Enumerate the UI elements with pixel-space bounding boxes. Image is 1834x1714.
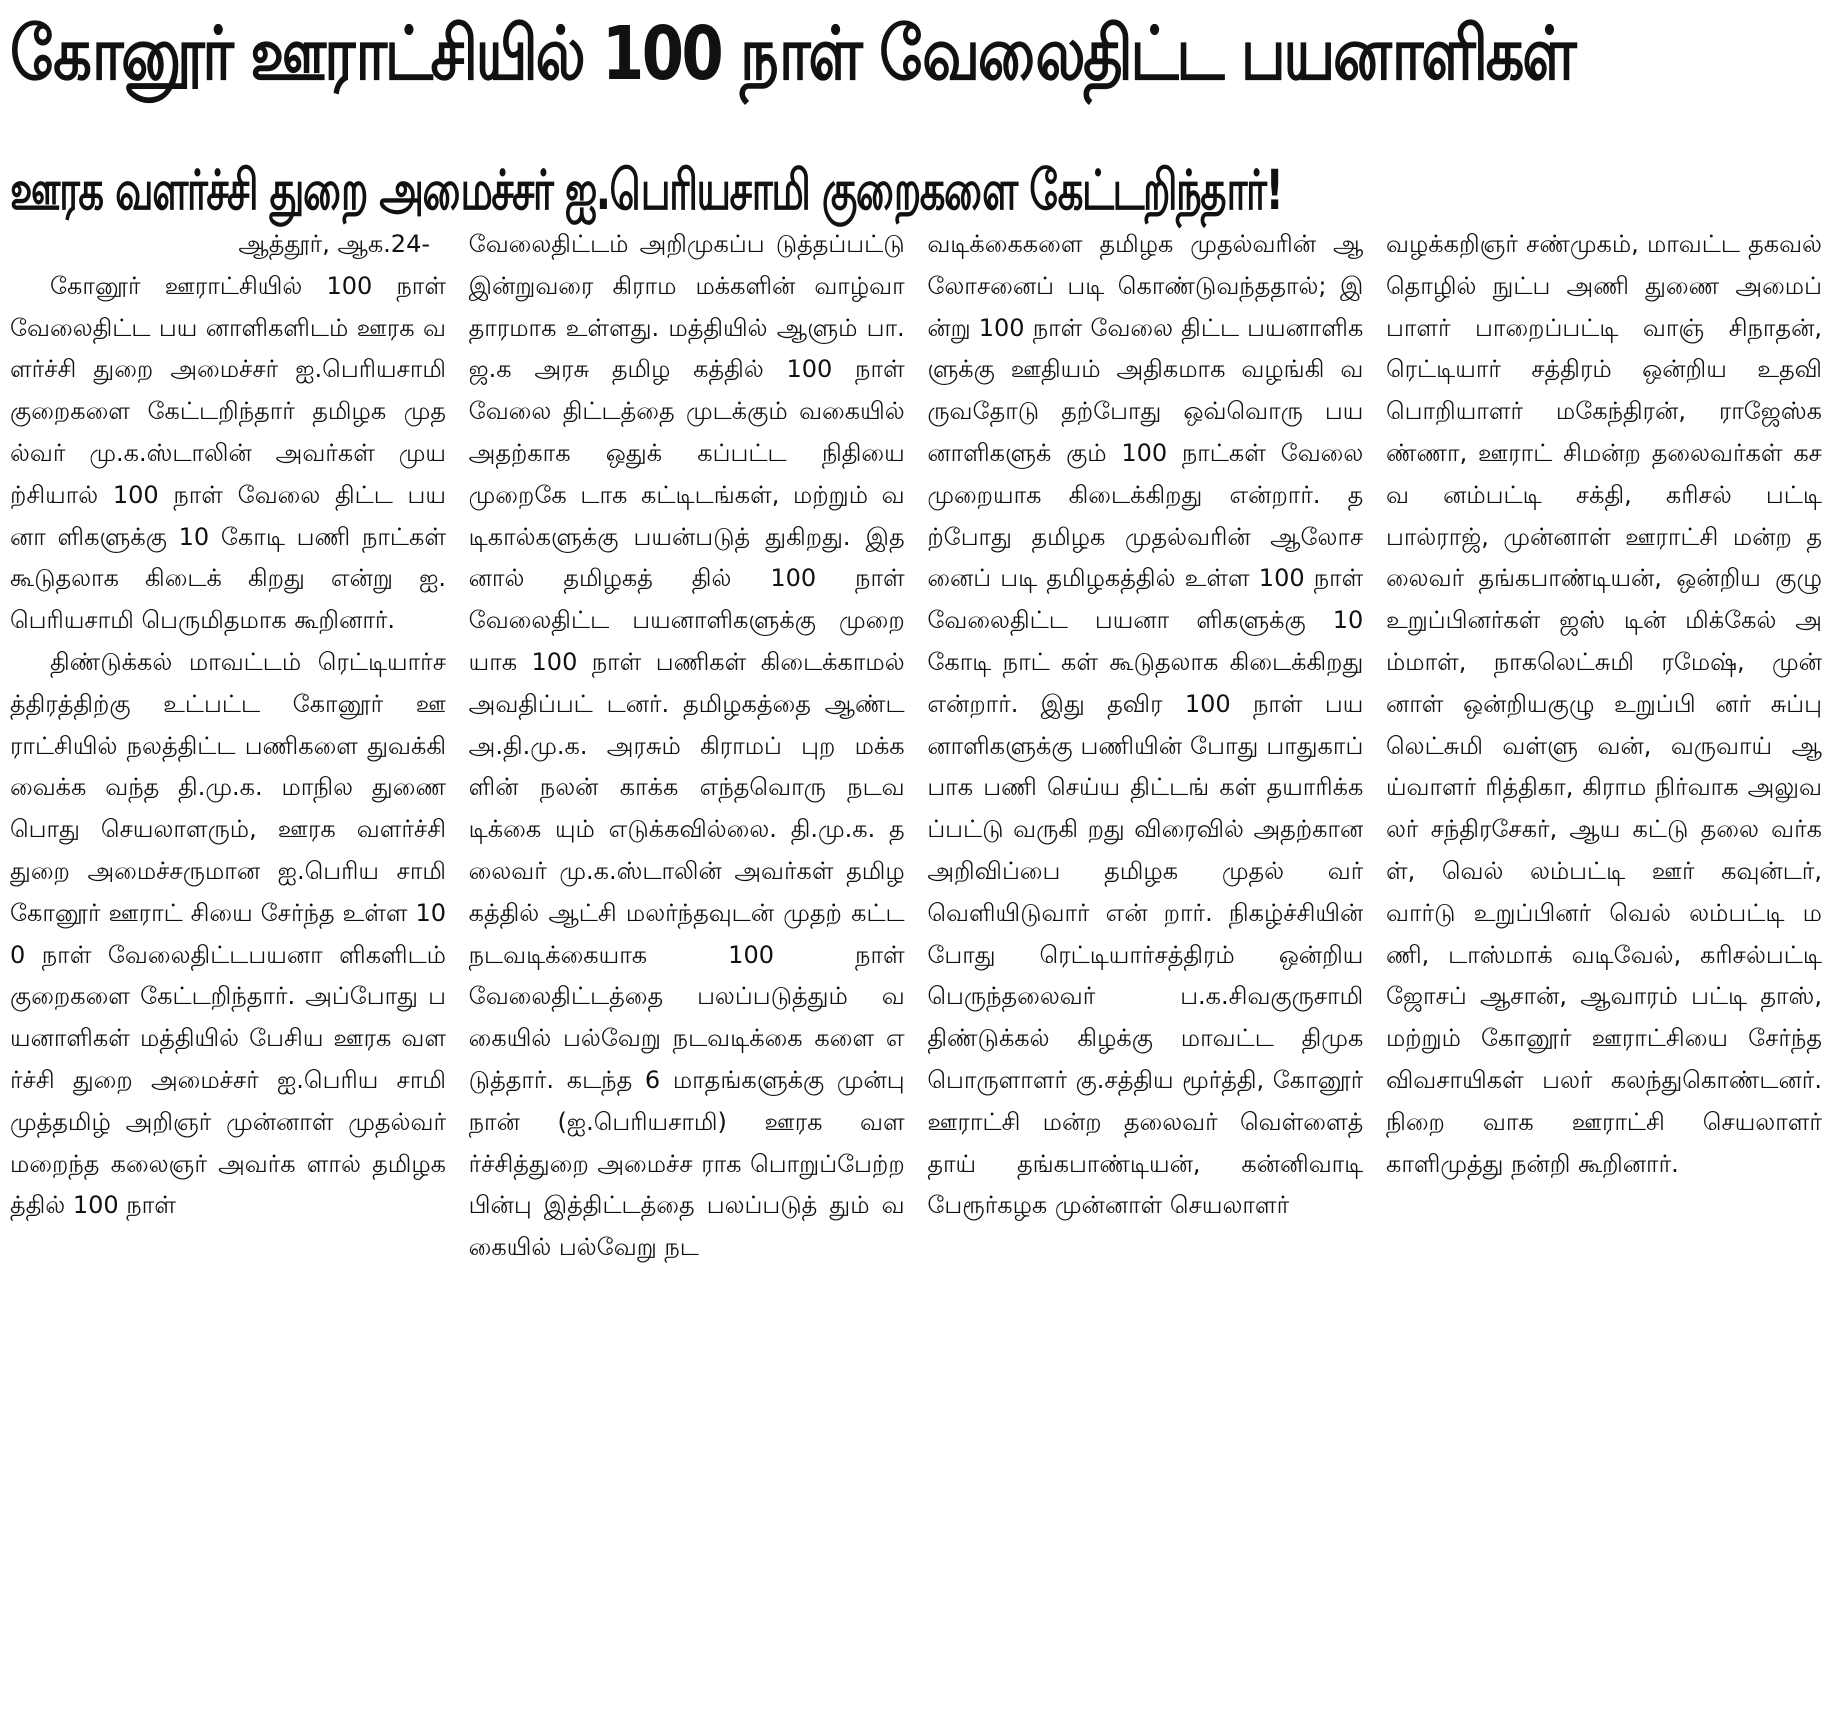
article-column-2 — [469, 224, 905, 1714]
column-3-text: வடிக்கைகளை தமிழக முதல்வரின் ஆலோசனைப் படி கொண்டுவந்ததால்; இன்று 100 நாள் வேலை திட்ட பயனாளிகளுக்கு ஊதியம் அதிகமாக வழங்கி வருவதோடு தற்போது ஒவ்வொரு பயனாளிகளுக் கும் 100 நாட்கள் வேலை முறையாக கிடைக்கிறது என்றார். தற்போது தமிழக முதல்வரின் ஆலோசனைப் படி தமிழகத்தில் உள்ள 100 நாள் வேலைதிட்ட பயனா ளிகளுக்கு 10 கோடி நாட் கள் கூடுதலாக கிடைக்கிறது என்றார். இது தவிர 100 நாள் பயனாளிகளுக்கு பணியின் போது பாதுகாப் பாக பணி செய்ய திட்டங் கள் தயாரிக்கப்பட்டு வருகி றது விரைவில் அதற்கான அறிவிப்பை தமிழக முதல் வர் வெளியிடுவார் என் றார். நிகழ்ச்சியின் போது ரெட்டியார்சத்திரம் ஒன்றிய பெருந்தலைவர் ப.க.சிவகுருசாமி திண்டுக்கல் கிழக்கு மாவட்ட திமுக பொருளாளர் கு.சத்திய மூர்த்தி, கோனூர் ஊராட்சி மன்ற தலைவர் வெள்ளைத் தாய் தங்கபாண்டியன், கன்னிவாடி பேரூர்கழக முன்னாள் செயலாளர் — [927, 230, 1364, 1220]
paragraph-2: திண்டுக்கல் மாவட்டம் ரெட்டியார்சத்திரத்திற்கு உட்பட்ட கோனூர் ஊராட்சியில் நலத்திட்ட பணிகளை துவக்கி வைக்க வந்த தி.மு.க. மாநில துணை பொது செயலாளரும், ஊரக வளர்ச்சி துறை அமைச்சருமான ஐ.பெரிய சாமி கோனூர் ஊராட் சியை சேர்ந்த உள்ள 100 நாள் வேலைதிட்டபயனா ளிகளிடம் குறைகளை கேட்டறிந்தார். அப்போது பயனாளிகள் மத்தியில் பேசிய ஊரக வளர்ச்சி துறை அமைச்சர் ஐ.பெரிய சாமி முத்தமிழ் அறிஞர் முன்னாள் முதல்வர் மறைந்த கலைஞர் அவர்க ளால் தமிழகத்தில் 100 நாள் — [10, 647, 446, 1220]
paragraph-1: கோனூர் ஊராட்சியில் 100 நாள் வேலைதிட்ட பய னாளிகளிடம் ஊரக வளர்ச்சி துறை அமைச்சர் ஐ.பெரியசாமி குறைகளை கேட்டறிந்தார் தமிழக முதல்வர் மு.க.ஸ்டாலின் அவர்கள் முயற்சியால் 100 நாள் வேலை திட்ட பயனா ளிகளுக்கு 10 கோடி பணி நாட்கள் கூடுதலாக கிடைக் கிறது என்று ஐ.பெரியசாமி பெருமிதமாக கூறினார். — [10, 271, 446, 635]
dateline: ஆத்தூர், ஆக.24- — [238, 230, 430, 258]
article-body — [10, 224, 1822, 1714]
article-column-3 — [927, 224, 1363, 1714]
column-2-text: வேலைதிட்டம் அறிமுகப்ப டுத்தப்பட்டு இன்றுவரை கிராம மக்களின் வாழ்வா தாரமாக உள்ளது. மத்தியில் ஆளும் பா.ஜ.க அரசு தமிழ கத்தில் 100 நாள் வேலை திட்டத்தை முடக்கும் வகையில் அதற்காக ஒதுக் கப்பட்ட நிதியை முறைகே டாக கட்டிடங்கள், மற்றும் வடிகால்களுக்கு பயன்படுத் துகிறது. இதனால் தமிழகத் தில் 100 நாள் வேலைதிட்ட பயனாளிகளுக்கு முறை யாக 100 நாள் பணிகள் கிடைக்காமல் அவதிப்பட் டனர். தமிழகத்தை ஆண்ட அ.தி.மு.க. அரசும் கிராமப் புற மக்களின் நலன் காக்க எந்தவொரு நடவடிக்கை யும் எடுக்கவில்லை. தி.மு.க. தலைவர் மு.க.ஸ்டாலின் அவர்கள் தமிழகத்தில் ஆட்சி மலர்ந்தவுடன் முதற் கட்ட நடவடிக்கையாக 100 நாள் வேலைதிட்டத்தை பலப்படுத்தும் வகையில் பல்வேறு நடவடிக்கை களை எடுத்தார். கடந்த 6 மாதங்களுக்கு முன்பு நான் (ஐ.பெரியசாமி) ஊரக வளர்ச்சித்துறை அமைச்ச ராக பொறுப்பேற்ற பின்பு இத்திட்டத்தை பலப்படுத் தும் வகையில் பல்வேறு நட — [468, 230, 905, 1262]
article-column-1 — [10, 224, 446, 1714]
subheadline: ஊரக வளர்ச்சி துறை அமைச்சர் ஐ.பெரியசாமி குறைகளை கேட்டறிந்தார்! — [10, 158, 1283, 222]
headline: கோனூர் ஊராட்சியில் 100 நாள் வேலைதிட்ட பயனாளிகள் — [10, 11, 1575, 97]
article-column-4 — [1386, 224, 1822, 1714]
column-4-text: வழக்கறிஞர் சண்முகம், மாவட்ட தகவல் தொழில் நுட்ப அணி துணை அமைப் பாளர் பாறைப்பட்டி வாஞ் சிநாதன், ரெட்டியார் சத்திரம் ஒன்றிய உதவி பொறியாளர் மகேந்திரன், ராஜேஸ்கண்ணா, ஊராட் சிமன்ற தலைவர்கள் கசவ னம்பட்டி சக்தி, கரிசல் பட்டி பால்ராஜ், முன்னாள் ஊராட்சி மன்ற தலைவர் தங்கபாண்டியன், ஒன்றிய குழு உறுப்பினர்கள் ஜஸ் டின் மிக்கேல் அம்மாள், நாகலெட்சுமி ரமேஷ், முன் னாள் ஒன்றியகுழு உறுப்பி னர் சுப்பு லெட்சுமி வள்ளு வன், வருவாய் ஆய்வாளர் ரித்திகா, கிராம நிர்வாக அலுவலர் சந்திரசேகர், ஆய கட்டு தலை வர்கள், வெல் லம்பட்டி ஊர் கவுன்டர், வார்டு உறுப்பினர் வெல் லம்பட்டி மணி, டாஸ்மாக் வடிவேல், கரிசல்பட்டி ஜோசப் ஆசான், ஆவாரம் பட்டி தாஸ், மற்றும் கோனூர் ஊராட்சியை சேர்ந்த விவசாயிகள் பலர் கலந்துகொண்டனர். நிறை வாக ஊராட்சி செயலாளர் காளிமுத்து நன்றி கூறினார். — [1385, 230, 1822, 1178]
